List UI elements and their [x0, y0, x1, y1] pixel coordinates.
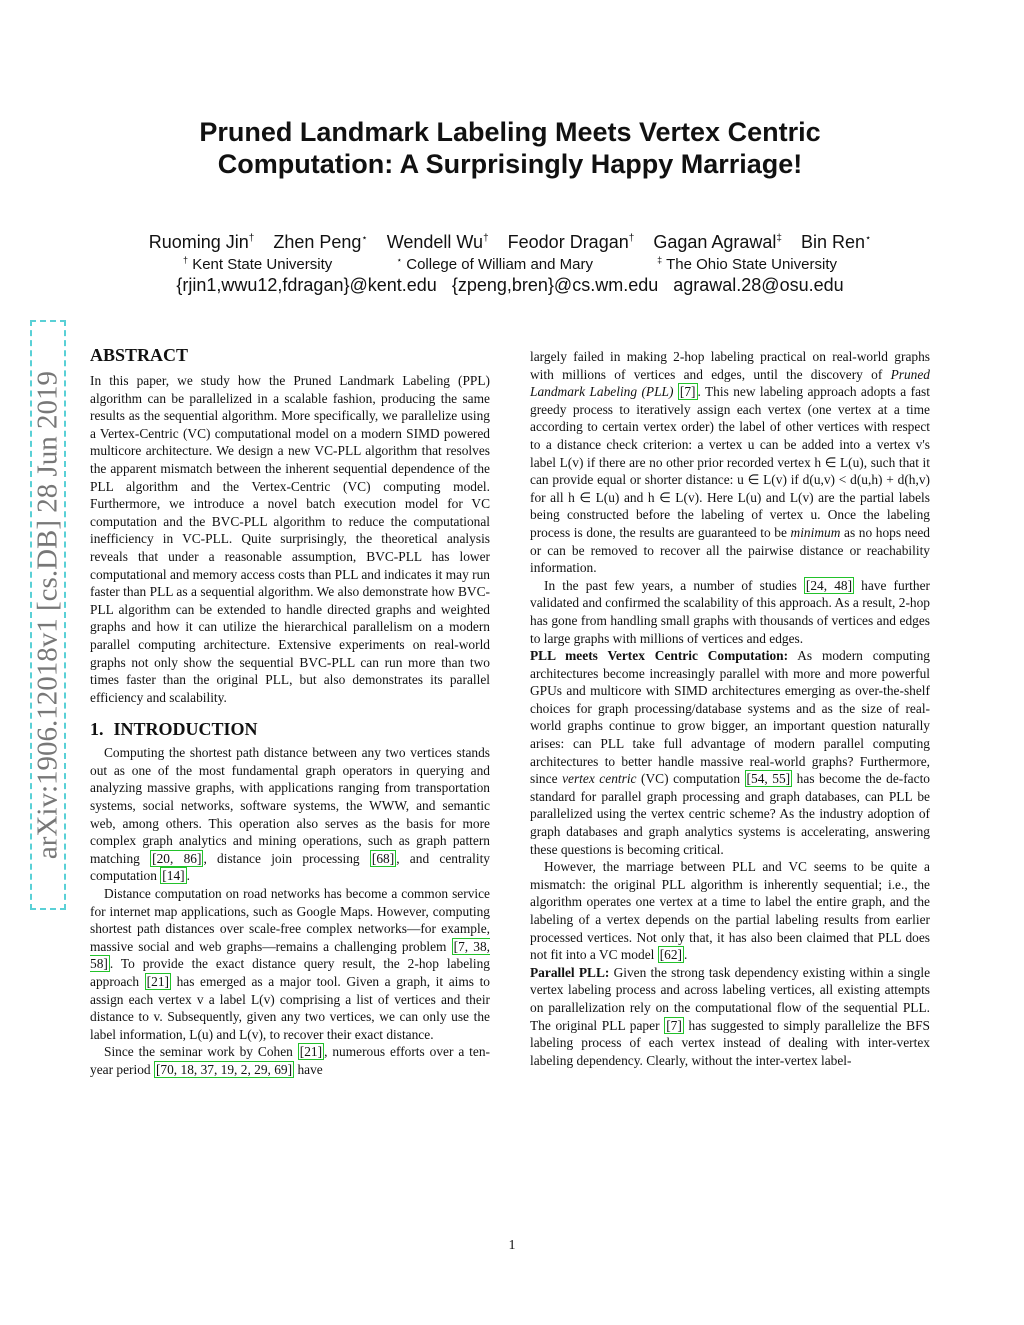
author: Wendell Wu† [386, 232, 489, 252]
email: agrawal.28@osu.edu [673, 275, 844, 295]
paragraph-lead: PLL meets Vertex Centric Computation: [530, 648, 789, 664]
citation-link[interactable]: [7, 38, 58] [90, 938, 490, 972]
citation-link[interactable]: [7] [679, 384, 696, 400]
body-paragraph: In the past few years, a number of studies [24, 48] have further validated and confirmed the scalability of this approach. As a result, 2-hop has gone from handling small graphs with thousands of vertices and edges to large graphs with millions of vertices and edges. [530, 577, 930, 646]
left-column [90, 344, 490, 1079]
affiliation: † Kent State University [183, 255, 333, 273]
citation-link[interactable]: [70, 18, 37, 19, 2, 29, 69] [155, 1061, 293, 1077]
email: {rjin1,wwu12,fdragan}@kent.edu [176, 275, 437, 295]
title-line-1: Pruned Landmark Labeling Meets Vertex Centric [199, 117, 821, 147]
author: Ruoming Jin† [148, 232, 255, 252]
author: Feodor Dragan† [507, 232, 635, 252]
intro-paragraph: Computing the shortest path distance between any two vertices stands out as one of the most fundamental graph operators in querying and analyzing massive graphs, with applications ranging from transportation systems, social networks, software systems, the WWW, and semantic web, among others. This operation also serves as the basis for more complex graph analytics and mining operations, such as graph pattern matching [20, 86] , distance join processing [68] , and centrality computation [14] . [90, 745, 490, 884]
intro-paragraph: Distance computation on road networks has become a common service for internet map applications, such as Google Maps. However, computing shortest path distances over scale-free complex networks—for example, massive social and web graphs—remains a challenging problem [7, 38, 58] . To provide the exact distance query result, the 2-hop labeling approach [21] has emerged as a major tool. Given a graph, it aims to assign each vertex v a label L(v) comprising a list of vertices and their distance to v. Subsequently, given any two vertices, we can only use the label information, L(u) and L(v), to recover their exact distance. [90, 886, 490, 1042]
email-list [80, 274, 940, 296]
body-paragraph: largely failed in making 2-hop labeling practical on real-world graphs with millions of vertices and edges, until the discovery of Pruned Landmark Labeling (PLL) [7] . This new labeling approach adopts a fast greedy process to iteratively assign each vertex (one vertex at a time according to certain vertex order) the label of other vertices with respect to a distance check criterion: a vertex u can be added into a vertex v's label L(v) if there are no other prior recorded vertex h ∈ L(u), such that it can provide equal or shorter distance: u ∈ L(v) if d(u,v) < d(u,h) + d(h,v) for all h ∈ L(u) and h ∈ L(v). Here L(u) and L(v) are the partial labels being constructed before the labeling of vertex u. Once the labeling process is done, the results are guaranteed to be minimum as no hops need or can be removed to recover all the pairwise distance or reachability information. [530, 349, 930, 576]
author: Bin Ren⋆ [800, 232, 872, 252]
citation-link[interactable]: [24, 48] [805, 577, 853, 593]
citation-link[interactable]: [21] [146, 974, 169, 989]
page-number: 1 [508, 1238, 516, 1253]
affiliation: ⋆ College of William and Mary [396, 255, 593, 273]
arxiv-stamp: arXiv:1906.12018v1 [cs.DB] 28 Jun 2019 [31, 370, 64, 860]
section-heading-introduction: 1. INTRODUCTION [90, 719, 258, 740]
email: {zpeng,bren}@cs.wm.edu [451, 275, 659, 295]
citation-link[interactable]: [14] [162, 868, 185, 884]
body-paragraph: PLL meets Vertex Centric Computation: As modern computing architectures become increasingly parallel with more and more powerful GPUs and multicore with SIMD architectures emerging as over-the-shelf choices for graph processing/database systems and as the size of real-world graphs continue to grow bigger, an important question naturally arises: can PLL take full advantage of modern parallel computing architectures to better handle massive real-world graphs? Furthermore, since vertex centric (VC) computation [54, 55] has become the de-facto standard for parallel graph processing and graph databases, can PLL be parallelized using the vertex centric scheme? As the industry adoption of graph databases and graph analytics systems is accelerating, answering these questions is becoming critical. [530, 648, 930, 857]
abstract-text: In this paper, we study how the Pruned Landmark Labeling (PPL) algorithm can be parallelized in a scalable fashion, producing the same results as the sequential algorithm. More specifically, we parallelize using a Vertex-Centric (VC) computational model on a modern SIMD powered multicore architecture. We design a new VC-PLL algorithm that resolves the apparent mismatch between the inherent sequential dependence of the PLL algorithm and the Vertex-Centric (VC) computing model. Furthermore, we introduce a novel batch execution model for VC computation and the BVC-PLL algorithm to reduce the computational inefficiency in VC-PLL. Quite surprisingly, the theoretical analysis reveals that under a reasonable assumption, BVC-PLL has lower computational and memory access costs than PLL and indicates it may run faster than PLL as a sequential algorithm. We also demonstrate how BVC-PLL algorithm can be extended to handle directed graphs and weighted graphs and how it can utilize the hierarchical parallelism on a modern parallel computing architecture. Extensive experiments on real-world graphs not only show the sequential BVC-PLL can run more than two times faster than the original PLL, but also demonstrates its parallel efficiency and scalability. [90, 373, 490, 705]
citation-link[interactable]: [68] [371, 850, 395, 866]
affiliation-list [80, 250, 940, 275]
citation-link[interactable]: [20, 86] [152, 850, 202, 866]
author: Zhen Peng⋆ [273, 232, 368, 252]
paragraph-lead: Parallel PLL: [530, 964, 610, 980]
intro-paragraph: Since the seminar work by Cohen [21] , numerous efforts over a ten-year period [70, 18, 37, 19, 2, 29, 69] have [90, 1044, 490, 1077]
citation-link[interactable]: [62] [659, 947, 683, 963]
right-column [530, 348, 930, 1069]
body-paragraph: Parallel PLL: Given the strong task dependency existing within a single vertex labeling process and across labeling vertices, all existing attempts on parallelization rely on the computational flow of the sequential PLL. The original PLL paper [7] has suggested to simply parallelize the BFS labeling process of each vertex instead of dealing with inter-vertex labeling dependency. Clearly, without the inter-vertex label- [530, 964, 931, 1068]
abstract-heading: ABSTRACT [90, 345, 189, 365]
citation-link[interactable]: [7] [666, 1017, 682, 1033]
citation-link[interactable]: [21] [299, 1044, 323, 1060]
title-line-2: Computation: A Surprisingly Happy Marriage! [217, 149, 803, 179]
affiliation: ‡ The Ohio State University [657, 255, 837, 273]
author: Gagan Agrawal‡ [653, 232, 782, 252]
citation-link[interactable]: [54, 55] [746, 771, 791, 787]
paper-title [100, 116, 920, 180]
body-paragraph: However, the marriage between PLL and VC seems to be quite a mismatch: the original PLL algorithm is inherently sequential; i.e., the algorithm operates one vertex at a time to label the entire graph, and the labeling of a vertex depends on the partial labeling results from earlier processed vertices. Not only that, it has also been claimed that PLL does not fit into a VC model [62] . [530, 859, 930, 963]
